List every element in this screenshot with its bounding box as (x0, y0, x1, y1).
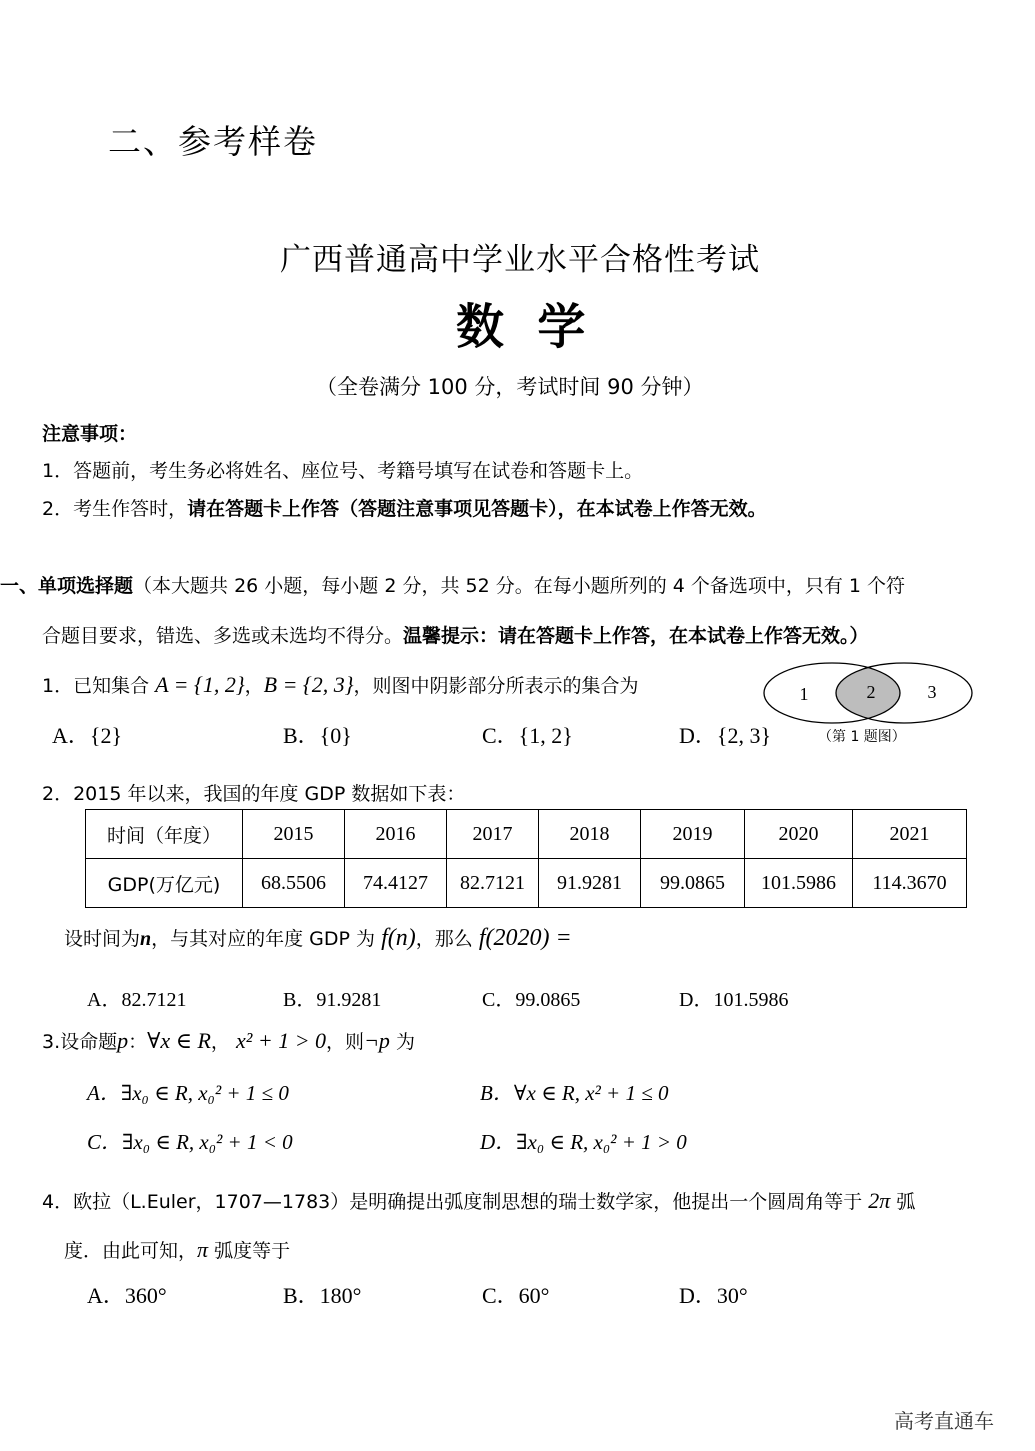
q2-option-a: A．82.7121 (87, 989, 187, 1011)
q2-year-cell: 2017 (447, 810, 539, 859)
q4-line2 (64, 1236, 290, 1263)
q1-venn-caption: （第 1 题图） (818, 729, 906, 745)
q2-year-cell: 2020 (745, 810, 853, 859)
q4-line2-prefix: 度．由此可知， (64, 1240, 198, 1262)
q4-option-d: D．30° (679, 1283, 748, 1308)
q4-option-c: C．60° (482, 1283, 550, 1308)
q3-option-d: D．∃x₀ ∈ R, x₀² + 1 > 0 (480, 1130, 687, 1154)
q1-venn-label-right: 3 (927, 682, 937, 702)
section-title: 二、参考样卷 (108, 122, 318, 161)
q1-stem-prefix: 1．已知集合 (42, 675, 150, 697)
q1-venn-label-middle: 2 (866, 682, 876, 702)
q2-follow-fn: f(n) (381, 925, 416, 951)
part1-line2 (42, 621, 869, 648)
q2-gdp-cell: 91.9281 (539, 859, 641, 908)
notice-item-2 (42, 494, 767, 521)
q3-option-a: A．∃x₀ ∈ R, x₀² + 1 ≤ 0 (87, 1081, 289, 1105)
q2-row1-label: 时间（年度） (86, 810, 243, 859)
q1-venn-diagram (760, 660, 976, 726)
q2-gdp-cell: 68.5506 (243, 859, 345, 908)
q2-follow-then: ，那么 (415, 928, 473, 950)
q4-line1 (42, 1187, 915, 1214)
part1-number: 一、 (0, 575, 39, 597)
q1-option-c: C．{1, 2} (482, 723, 573, 748)
q1-option-d: D．{2, 3} (679, 723, 772, 748)
part1-line1 (0, 571, 905, 598)
q2-follow-prefix: 设时间为 (64, 928, 141, 950)
q2-year-cell: 2021 (853, 810, 967, 859)
q2-stem: 2．2015 年以来，我国的年度 GDP 数据如下表： (42, 783, 466, 805)
q2-gdp-cell: 101.5986 (745, 859, 853, 908)
q2-follow-expr: f(2020) = (478, 925, 572, 951)
q1-stem (42, 671, 639, 698)
exam-title: 广西普通高中学业水平合格性考试 (280, 242, 760, 278)
q4-line1-text: 4．欧拉（L.Euler，1707—1783）是明确提出弧度制思想的瑞士数学家，他提出一个圆周角等于 (42, 1191, 863, 1213)
q1-set-a: A = {1, 2} (155, 672, 245, 697)
q2-year-cell: 2018 (539, 810, 641, 859)
q2-gdp-table (85, 809, 967, 908)
q1-option-a: A．{2} (52, 723, 123, 748)
notice-heading: 注意事项： (42, 423, 138, 445)
q3-option-c: C．∃x₀ ∈ R, x₀² + 1 < 0 (87, 1130, 293, 1154)
watermark: 高考直通车 (894, 1409, 994, 1433)
q3-option-b: B．∀x ∈ R, x² + 1 ≤ 0 (480, 1081, 669, 1105)
exam-info: （全卷满分 100 分，考试时间 90 分钟） (316, 375, 704, 399)
q1-set-b: B = {2, 3} (263, 672, 354, 697)
q2-row2-label: GDP(万亿元) (86, 859, 243, 908)
q4-option-b: B．180° (283, 1283, 362, 1308)
notice-item-1: 1．答题前，考生务必将姓名、座位号、考籍号填写在试卷和答题卡上。 (42, 460, 644, 482)
notice-item-2-prefix: 2．考生作答时， (42, 498, 188, 520)
q2-option-b: B．91.9281 (283, 989, 382, 1011)
q2-gdp-cell: 114.3670 (853, 859, 967, 908)
q2-year-cell: 2016 (345, 810, 447, 859)
q3-p: p (117, 1028, 129, 1053)
q2-gdp-cell: 82.7121 (447, 859, 539, 908)
q1-sep: ， (244, 675, 264, 697)
q1-venn-label-left: 1 (799, 684, 809, 704)
notice-item-2-bold: 请在答题卡上作答（答题注意事项见答题卡），在本试卷上作答无效。 (187, 498, 767, 520)
q3-prefix: 3.设命题 (42, 1031, 118, 1053)
q2-option-d: D．101.5986 (679, 989, 789, 1011)
q3-notp: ¬p (364, 1028, 390, 1053)
q3-wei: 为 (395, 1031, 415, 1053)
q2-gdp-cell: 99.0865 (641, 859, 745, 908)
q2-option-c: C．99.0865 (482, 989, 581, 1011)
part1-heading: 单项选择题 (38, 575, 134, 597)
q2-year-cell: 2015 (243, 810, 345, 859)
q2-gdp-cell: 74.4127 (345, 859, 447, 908)
table-row (86, 810, 967, 859)
subject-title: 数 学 (456, 299, 586, 355)
part1-desc-line2: 合题目要求，错选、多选或未选均不得分。 (42, 625, 404, 647)
part1-tip: 温馨提示：请在答题卡上作答，在本试卷上作答无效。） (403, 625, 869, 647)
q4-two-pi: 2π (868, 1188, 891, 1213)
q4-hu: 弧 (896, 1191, 916, 1213)
q3-forall: ∀x ∈ R (147, 1028, 211, 1053)
q3-colon: ： (128, 1031, 148, 1053)
q4-option-a: A．360° (87, 1283, 167, 1308)
q3-then: ，则 (326, 1031, 365, 1053)
table-row (86, 859, 967, 908)
q3-comma: ， (210, 1031, 230, 1053)
q2-year-cell: 2019 (641, 810, 745, 859)
q2-follow (64, 924, 572, 952)
q3-stem (42, 1027, 415, 1054)
q1-option-b: B．{0} (283, 723, 352, 748)
q2-follow-var: n (140, 928, 152, 950)
q4-pi: π (197, 1237, 209, 1262)
q1-stem-suffix: ，则图中阴影部分所表示的集合为 (353, 675, 639, 697)
q4-line2-suffix: 弧度等于 (214, 1240, 291, 1262)
part1-desc-line1: （本大题共 26 小题，每小题 2 分，共 52 分。在每小题所列的 4 个备选项中，只有 1 个符 (133, 575, 906, 597)
q3-ineq: x² + 1 > 0 (235, 1028, 327, 1053)
q2-follow-mid: ，与其对应的年度 GDP 为 (151, 928, 376, 950)
